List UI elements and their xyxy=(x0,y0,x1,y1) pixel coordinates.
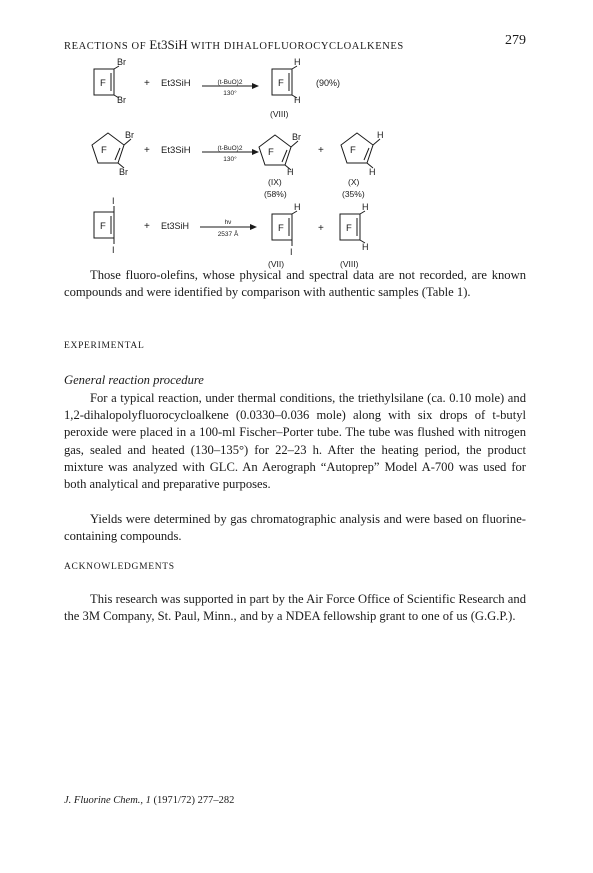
running-title-part1: REACTIONS OF xyxy=(64,41,147,52)
running-title-formula: Et3SiH xyxy=(149,37,188,52)
journal-name: J. Fluorine Chem., xyxy=(64,795,144,806)
r2-product2-yield: (35%) xyxy=(342,189,365,199)
r2-product1-yield: (58%) xyxy=(264,189,287,199)
r3-i-bottom: I xyxy=(112,245,115,255)
r2-product1-h: H xyxy=(287,167,294,177)
r1-compound-label: (VIII) xyxy=(270,109,289,119)
reaction-schemes xyxy=(0,55,593,270)
r2-plus: + xyxy=(144,145,150,156)
r2-product1-compound: (IX) xyxy=(268,177,282,187)
r1-arrow-bottom: 130° xyxy=(223,90,237,97)
r3-product2-ring-label: F xyxy=(346,223,352,234)
r3-product2-compound: (VIII) xyxy=(340,259,359,269)
r2-ring-label: F xyxy=(101,145,107,156)
r2-product2-ring-label: F xyxy=(350,145,356,156)
acknowledgments-paragraph: This research was supported in part by the Air Force Office of Scientific Research and the 3M Company, St. Paul, Minn., and by a NDEA fellowship grant to one of us (G.G.P.). xyxy=(64,592,526,624)
r3-product1-h: H xyxy=(294,202,301,212)
running-title-part2: WITH DIHALOFLUOROCYCLOALKENES xyxy=(190,41,404,52)
r2-product2-h-top: H xyxy=(377,130,384,140)
r2-arrow-top: (t-BuO)2 xyxy=(217,145,243,152)
r1-product-ring-label: F xyxy=(278,78,284,89)
r3-product2-h-top: H xyxy=(362,202,369,212)
r3-plus: + xyxy=(144,221,150,232)
r2-br-top: Br xyxy=(125,130,134,140)
r1-h-bottom: H xyxy=(294,95,301,105)
r1-h-top: H xyxy=(294,57,301,67)
r2-plus2: + xyxy=(318,145,324,156)
r3-product1-ring-label: F xyxy=(278,223,284,234)
r3-reagent: Et3SiH xyxy=(161,221,190,231)
r3-arrow-bottom: 2537 Å xyxy=(217,231,239,238)
r3-product2-h-bottom: H xyxy=(362,242,369,252)
procedure-paragraph: For a typical reaction, under thermal conditions, the triethylsilane (ca. 0.10 mole) and 1,2-dihalopolyfluorocycloalkene (0.0330–0.036 mole) along with six drops of t-butyl peroxide were placed in a 100-ml Fischer–Porter tube. The tube was flushed with nitrogen gas, sealed and heated (130–135°) for 22–23 h. After the heating period, the product mixture was analyzed with GLC. An Aerograph “Autoprep” Model A-700 was used for both analytical and preparative purposes. xyxy=(64,391,526,492)
r3-i-top: I xyxy=(112,196,115,206)
journal-details: (1971/72) 277–282 xyxy=(153,795,235,806)
r2-reagent: Et3SiH xyxy=(161,145,191,156)
r2-arrow-bottom: 130° xyxy=(223,156,237,163)
r2-product1-br: Br xyxy=(292,132,301,142)
procedure-subheading: General reaction procedure xyxy=(64,373,204,387)
r1-ring-label: F xyxy=(100,78,106,89)
r3-product1-compound: (VII) xyxy=(268,259,285,269)
intro-paragraph: Those fluoro-olefins, whose physical and spectral data are not recorded, are known compounds and were identified by comparison with authentic samples (Table 1). xyxy=(64,268,526,300)
r3-arrow-top: hν xyxy=(224,219,232,226)
r1-br-bottom: Br xyxy=(117,95,126,105)
r2-product1-ring xyxy=(259,135,291,165)
r2-product1-ring-label: F xyxy=(268,147,274,158)
r3-product1-i: I xyxy=(290,247,293,257)
r3-plus2: + xyxy=(318,223,324,234)
experimental-heading: EXPERIMENTAL xyxy=(64,341,145,351)
r2-br-bottom: Br xyxy=(119,167,128,177)
r1-reagent: Et3SiH xyxy=(161,78,191,89)
r3-ring-label: F xyxy=(100,221,106,232)
r1-arrow-top: (t-BuO)2 xyxy=(217,79,243,86)
journal-volume: 1 xyxy=(145,795,151,806)
running-header xyxy=(64,37,404,53)
r2-product2-compound: (X) xyxy=(348,177,360,187)
page-number: 279 xyxy=(505,33,526,48)
r1-plus: + xyxy=(144,78,150,89)
r1-br-top: Br xyxy=(117,57,126,67)
r1-yield: (90%) xyxy=(316,78,341,88)
acknowledgments-heading: ACKNOWLEDGMENTS xyxy=(64,562,175,572)
journal-footer xyxy=(64,795,234,806)
yields-paragraph: Yields were determined by gas chromatographic analysis and were based on fluorine-containing compounds. xyxy=(64,512,526,544)
r2-product2-ring xyxy=(341,133,373,163)
r2-product2-h-bottom: H xyxy=(369,167,376,177)
r2-cyclopentene-ring xyxy=(92,133,124,163)
